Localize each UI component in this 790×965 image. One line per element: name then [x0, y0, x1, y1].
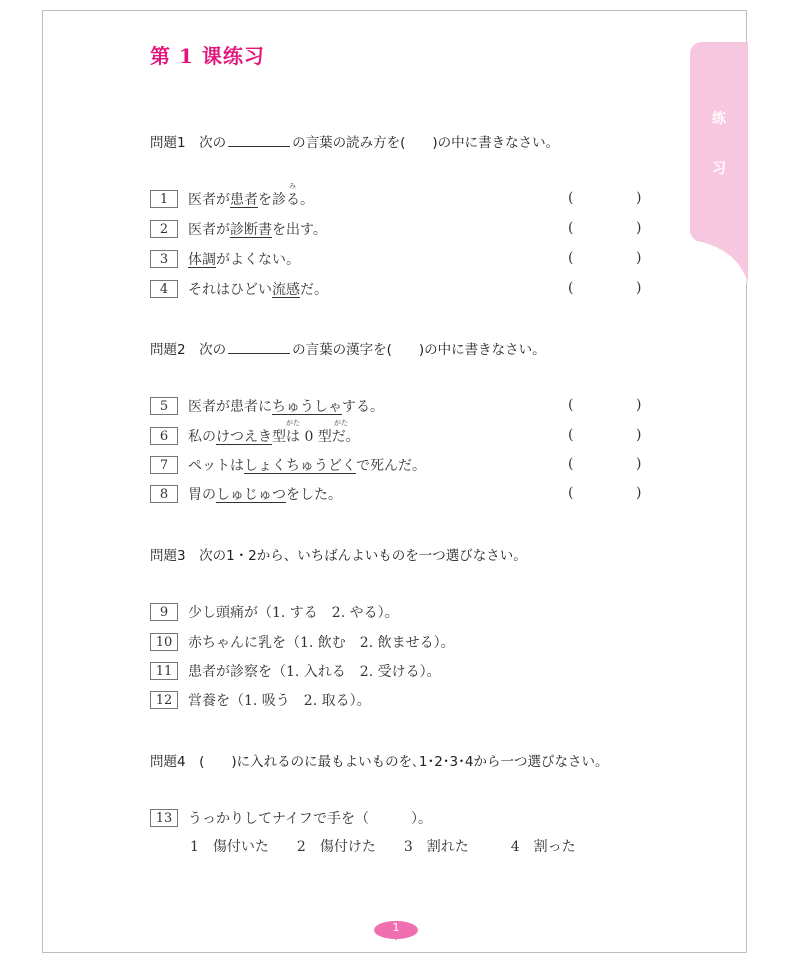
- question-item-11: [150, 661, 441, 683]
- question-item-3: [150, 249, 300, 271]
- underlined-word: けつえき: [216, 429, 272, 445]
- answer-paren-close: ): [636, 456, 642, 472]
- item-text: 少し頭痛が（1. する 2. やる）。: [188, 605, 399, 621]
- item-text: 胃の: [188, 487, 216, 503]
- question-item-5: [150, 396, 384, 418]
- item-text: うっかりしてナイフで手を（ ）。: [188, 811, 433, 827]
- answer-options: 1 傷付いた 2 傷付けた 3 割れた 4 割った: [190, 839, 576, 855]
- answer-paren-close: ): [636, 220, 642, 236]
- question-item-6: [150, 426, 360, 448]
- answer-paren-close: ): [636, 280, 642, 296]
- question-4-heading: 問題4 ( )に入れるのに最もよいものを､1･2･3･4から一つ選びなさい。: [150, 754, 609, 770]
- answer-paren-close: ): [636, 190, 642, 206]
- item-number: 9: [150, 603, 178, 621]
- item-number: 5: [150, 397, 178, 415]
- answer-paren-close: ): [636, 250, 642, 266]
- question-item-13: [150, 808, 432, 830]
- item-number: 13: [150, 809, 178, 827]
- question-item-10: [150, 632, 455, 654]
- answer-paren-open: (: [568, 397, 574, 413]
- question-item-4: [150, 279, 328, 301]
- answer-paren-close: ): [636, 427, 642, 443]
- answer-paren-open: (: [568, 485, 574, 501]
- answer-paren-open: (: [568, 190, 574, 206]
- side-tab: [690, 42, 748, 242]
- furigana: がた: [334, 419, 348, 427]
- underlined-word: ちゅうしゃ: [272, 399, 342, 415]
- side-tab-fold: [700, 242, 748, 286]
- underlined-word: 患者: [230, 192, 258, 208]
- item-number: 7: [150, 456, 178, 474]
- answer-paren-close: ): [636, 397, 642, 413]
- item-number: 1: [150, 190, 178, 208]
- item-text: 私の: [188, 429, 216, 445]
- answer-paren-open: (: [568, 220, 574, 236]
- item-text: をした。: [286, 487, 342, 503]
- blank-line: [228, 134, 290, 147]
- item-text: ペットは: [188, 458, 244, 474]
- question-3-heading: 問題3 次の1・2から、いちばんよいものを一つ選びなさい。: [150, 548, 527, 564]
- item-text: を診る。: [258, 192, 314, 208]
- answer-paren-open: (: [568, 280, 574, 296]
- underlined-word: 体調: [188, 252, 216, 268]
- question-item-8: [150, 484, 342, 506]
- item-text: 医者が: [188, 192, 230, 208]
- furigana: み: [289, 182, 296, 190]
- question-item-9: [150, 602, 399, 624]
- heading-text: 問題2 次の: [150, 342, 227, 358]
- answer-paren-open: (: [568, 456, 574, 472]
- furigana: がた: [286, 419, 300, 427]
- item-number: 4: [150, 280, 178, 298]
- item-text: 型は 0 型だ。: [272, 429, 360, 445]
- underlined-word: 流感: [272, 282, 300, 298]
- question-item-1: [150, 189, 314, 211]
- item-text: だ。: [300, 282, 328, 298]
- page-number: 1: [392, 921, 400, 934]
- item-text: 営養を（1. 吸う 2. 取る）。: [188, 693, 371, 709]
- answer-paren-close: ): [636, 485, 642, 501]
- heading-text: の言葉の漢字を( )の中に書きなさい。: [292, 342, 546, 358]
- item-text: 患者が診察を（1. 入れる 2. 受ける）。: [188, 664, 441, 680]
- answer-paren-open: (: [568, 427, 574, 443]
- item-text: 赤ちゃんに乳を（1. 飲む 2. 飲ませる）。: [188, 635, 455, 651]
- item-number: 6: [150, 427, 178, 445]
- question-item-7: [150, 455, 426, 477]
- blank-line: [228, 341, 290, 354]
- item-number: 12: [150, 691, 178, 709]
- lesson-title: 第 1 课练习: [150, 44, 265, 68]
- answer-paren-open: (: [568, 250, 574, 266]
- item-number: 11: [150, 662, 178, 680]
- underlined-word: 診断書: [230, 222, 272, 238]
- item-number: 3: [150, 250, 178, 268]
- item-text: 医者が患者に: [188, 399, 272, 415]
- question-2-heading: [150, 338, 546, 358]
- heading-text: の言葉の読み方を( )の中に書きなさい。: [292, 135, 560, 151]
- question-item-12: [150, 690, 371, 712]
- question-1-heading: [150, 131, 559, 151]
- item-number: 8: [150, 485, 178, 503]
- item-number: 10: [150, 633, 178, 651]
- item-text: がよくない。: [216, 252, 300, 268]
- question-item-2: [150, 219, 327, 241]
- item-text: する。: [342, 399, 384, 415]
- item-text: 医者が: [188, 222, 230, 238]
- heading-text: 問題1 次の: [150, 135, 227, 151]
- underlined-word: しょくちゅうどく: [244, 458, 356, 474]
- side-tab-char-1: 练: [712, 111, 726, 127]
- underlined-word: しゅじゅつ: [216, 487, 286, 503]
- item-text: それはひどい: [188, 282, 272, 298]
- item-text: で死んだ。: [356, 458, 426, 474]
- side-tab-char-2: 习: [712, 161, 726, 177]
- item-text: を出す。: [272, 222, 327, 238]
- item-number: 2: [150, 220, 178, 238]
